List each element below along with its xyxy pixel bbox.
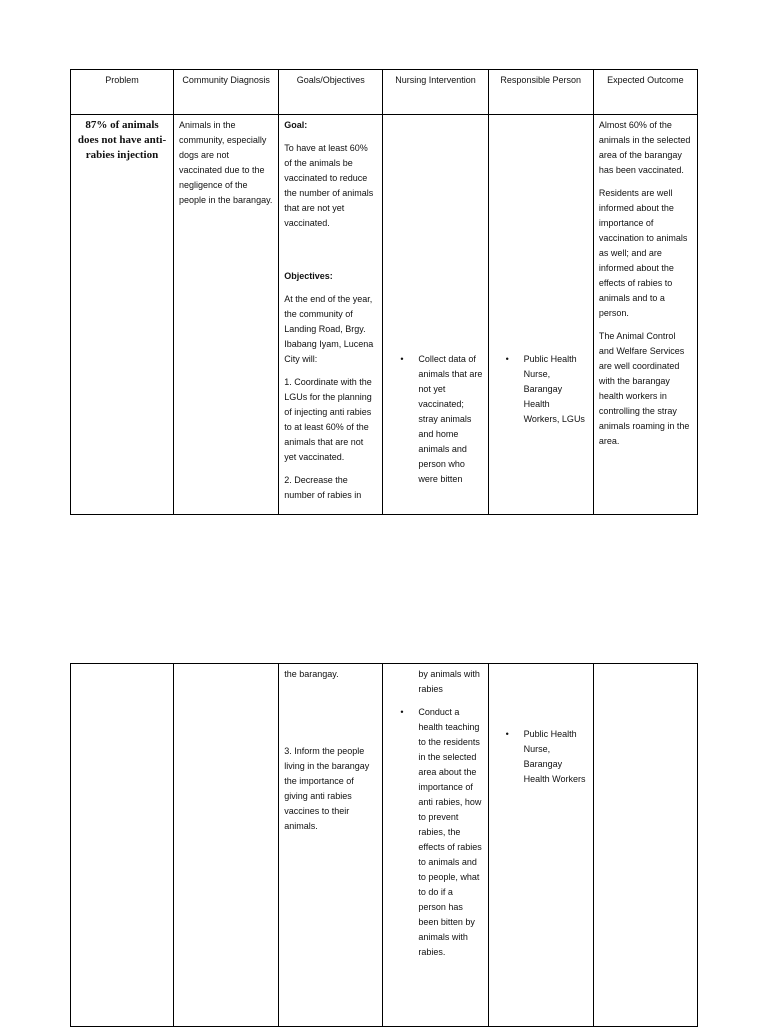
bullet-icon: • (400, 707, 404, 717)
bullet-icon: • (505, 354, 509, 364)
outcome-cell (593, 664, 697, 1027)
responsible-2-text: Public Health Nurse, Barangay Health Workers (523, 729, 586, 784)
spacer (494, 667, 588, 727)
outcome-3: The Animal Control and Welfare Services are well coordinated with the barangay health workers in controlling the stray animals roaming in the area. (598, 331, 690, 446)
goals-cell (279, 664, 383, 1027)
objectives-intro: At the end of the year, the community of Landing Road, Brgy. Ibabang Iyam, Lucena City will: (284, 294, 374, 364)
responsible-cell (488, 664, 593, 1027)
intervention-list (388, 352, 482, 487)
objectives-label: Objectives: (284, 271, 333, 281)
header-expected-outcome: Expected Outcome (593, 70, 697, 115)
bullet-icon: • (505, 729, 509, 739)
intervention-cell (383, 664, 488, 1027)
outcome-1: Almost 60% of the animals in the selected area of the barangay has been vaccinated. (598, 120, 691, 175)
intervention-1-continued: by animals with rabies (418, 669, 480, 694)
diagnosis-text: Animals in the community, especially dogs are not vaccinated due to the negligence of the people in the barangay. (179, 120, 273, 205)
list-item (494, 727, 588, 787)
table-header-row (71, 70, 698, 115)
spacer (284, 239, 377, 269)
objective-2: 2. Decrease the number of rabies in (284, 475, 362, 500)
spacer (494, 118, 588, 352)
goal-label: Goal: (284, 120, 308, 130)
intervention-1-text: Collect data of animals that are not yet vaccinated; stray animals and home animals and person who were bitten (418, 354, 483, 484)
outcome-cell (593, 115, 697, 515)
responsible-list (494, 352, 588, 427)
objective-2-continued: the barangay. (284, 669, 339, 679)
table-row (71, 115, 698, 515)
care-plan-table-page-1 (70, 69, 698, 515)
header-responsible-person: Responsible Person (488, 70, 593, 115)
diagnosis-cell (174, 115, 279, 515)
responsible-cell (488, 115, 593, 515)
header-goals-objectives: Goals/Objectives (279, 70, 383, 115)
spacer (284, 690, 377, 744)
intervention-cell (383, 115, 488, 515)
objective-3: 3. Inform the people living in the barangay the importance of giving anti rabies vaccines to their animals. (284, 746, 370, 831)
list-item (494, 352, 588, 427)
bullet-icon: • (400, 354, 404, 364)
diagnosis-cell (174, 664, 279, 1027)
goals-cell (279, 115, 383, 515)
intervention-2-text: Conduct a health teaching to the residents in the selected area about the importance of anti rabies, how to prevent rabies, the effects of rabies to animals and to people, what to do if a person has been bitten by animals with rabies. (418, 707, 482, 957)
problem-cell (71, 664, 174, 1027)
list-item (388, 705, 482, 960)
header-community-diagnosis: Community Diagnosis (174, 70, 279, 115)
responsible-1-text: Public Health Nurse, Barangay Health Workers, LGUs (523, 354, 585, 424)
header-problem: Problem (71, 70, 174, 115)
table-row (71, 664, 698, 1027)
intervention-list (388, 705, 482, 960)
header-nursing-intervention: Nursing Intervention (383, 70, 488, 115)
problem-cell (71, 115, 174, 515)
outcome-2: Residents are well informed about the importance of vaccination to animals as well; and are informed about the effects of rabies to animals and to a person. (598, 188, 688, 318)
care-plan-table-page-2 (70, 663, 698, 1027)
list-item (388, 352, 482, 487)
responsible-list (494, 727, 588, 787)
spacer (388, 118, 482, 352)
goal-text: To have at least 60% of the animals be vaccinated to reduce the number of animals that are not yet vaccinated. (284, 143, 374, 228)
problem-text: 87% of animals does not have anti-rabies injection (77, 119, 167, 161)
objective-1: 1. Coordinate with the LGUs for the planning of injecting anti rabies to at least 60% of the animals that are not yet vaccinated. (284, 377, 372, 462)
